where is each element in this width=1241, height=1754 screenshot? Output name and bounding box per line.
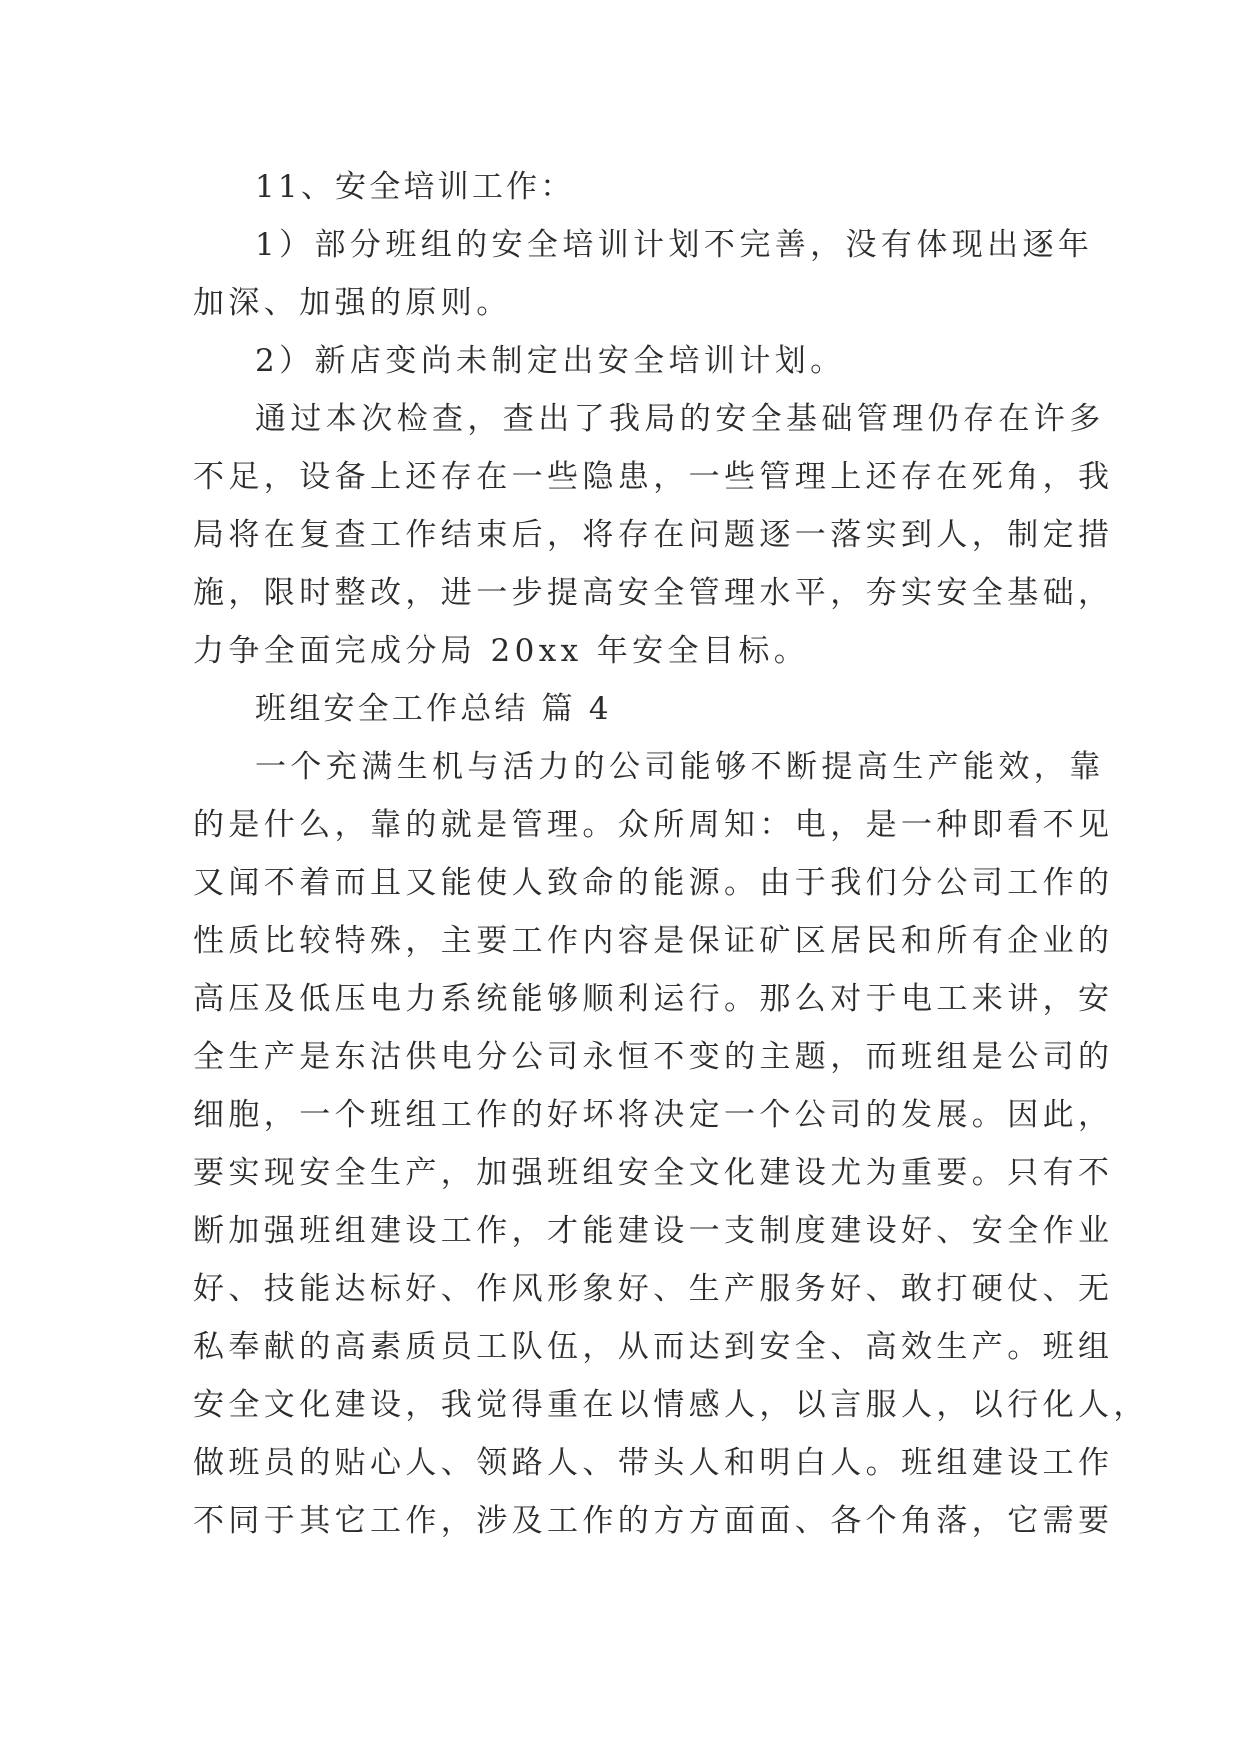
text-line: 性质比较特殊，主要工作内容是保证矿区居民和所有企业的 <box>193 923 1114 959</box>
text-line: 私奉献的高素质员工队伍，从而达到安全、高效生产。班组 <box>193 1329 1114 1365</box>
text-line: 高压及低压电力系统能够顺利运行。那么对于电工来讲，安 <box>193 981 1114 1017</box>
text-line: 断加强班组建设工作，才能建设一支制度建设好、安全作业 <box>193 1213 1114 1249</box>
text-line: 2）新店变尚未制定出安全培训计划。 <box>255 343 846 379</box>
text-line: 力争全面完成分局 20xx 年安全目标。 <box>193 633 810 669</box>
section-heading-safety-training: 11、安全培训工作： <box>255 169 575 205</box>
paragraph-inspection-summary <box>193 390 1114 680</box>
text-line: 的是什么，靠的就是管理。众所周知：电，是一种即看不见 <box>193 807 1114 843</box>
text-line: 加深、加强的原则。 <box>193 285 512 321</box>
text-line: 一个充满生机与活力的公司能够不断提高生产能效，靠 <box>255 749 1105 785</box>
text-line: 通过本次检查，查出了我局的安全基础管理仍存在许多 <box>255 401 1105 437</box>
paragraph-xindian-no-plan <box>193 332 1063 390</box>
text-line: 施，限时整改，进一步提高安全管理水平，夯实安全基础， <box>193 575 1114 611</box>
text-line: 局将在复查工作结束后，将存在问题逐一落实到人，制定措 <box>193 517 1114 553</box>
text-line: 1）部分班组的安全培训计划不完善，没有体现出逐年 <box>255 227 1094 263</box>
text-line: 好、技能达标好、作风形象好、生产服务好、敢打硬仗、无 <box>193 1271 1114 1307</box>
text-line: 不足，设备上还存在一些隐患，一些管理上还存在死角，我 <box>193 459 1114 495</box>
document-body <box>193 158 1149 1550</box>
text-line: 要实现安全生产，加强班组安全文化建设尤为重要。只有不 <box>193 1155 1114 1191</box>
paragraph-training-plan-incomplete <box>193 216 1094 332</box>
text-line: 做班员的贴心人、领路人、带头人和明白人。班组建设工作 <box>193 1445 1114 1481</box>
text-line: 安全文化建设，我觉得重在以情感人，以言服人，以行化人， <box>193 1387 1149 1423</box>
section-heading-part-4: 班组安全工作总结 篇 4 <box>255 691 612 727</box>
text-line: 全生产是东沽供电分公司永恒不变的主题，而班组是公司的 <box>193 1039 1114 1075</box>
text-line: 又闻不着而且又能使人致命的能源。由于我们分公司工作的 <box>193 865 1114 901</box>
text-line: 不同于其它工作，涉及工作的方方面面、各个角落，它需要 <box>193 1503 1114 1539</box>
paragraph-team-safety-culture <box>193 738 1149 1550</box>
text-line: 细胞，一个班组工作的好坏将决定一个公司的发展。因此， <box>193 1097 1114 1133</box>
